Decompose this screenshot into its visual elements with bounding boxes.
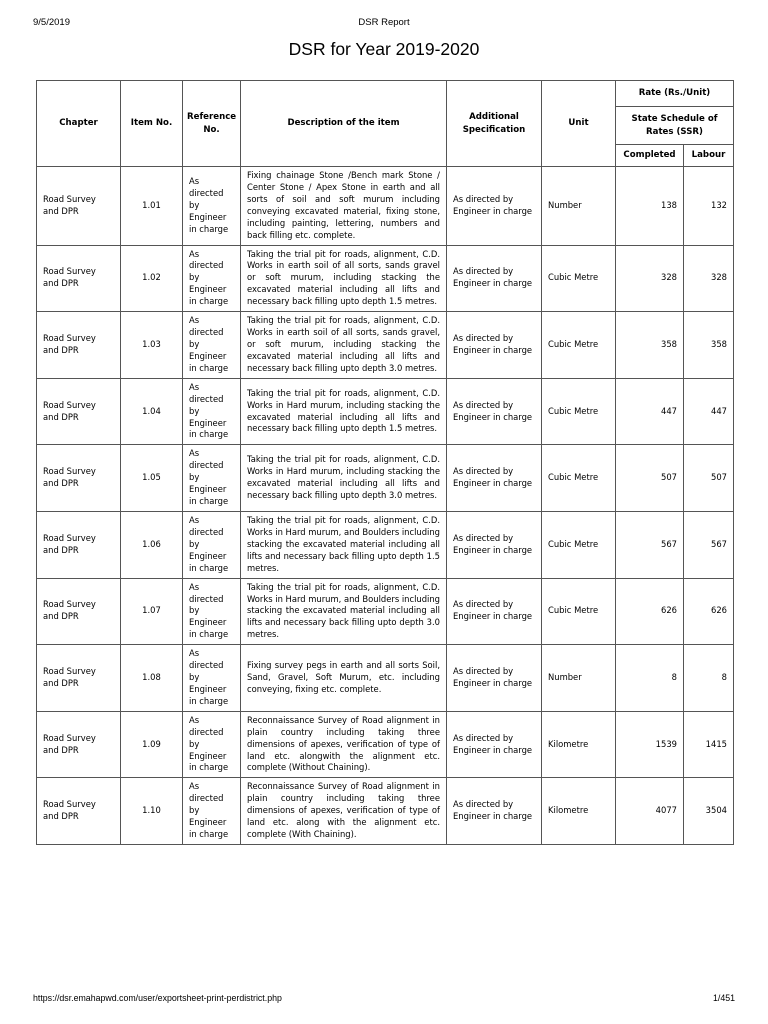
header-completed: Completed — [616, 145, 684, 167]
completed-rate-cell: 8 — [616, 645, 684, 712]
chapter-cell: Road Survey and DPR — [37, 312, 121, 379]
unit-cell: Number — [542, 645, 616, 712]
specification-cell: As directed by Engineer in charge — [447, 312, 542, 379]
labour-rate-cell: 1415 — [684, 711, 734, 778]
description-cell: Taking the trial pit for roads, alignment, C.D. Works in Hard murum, and Boulders including stacking the excavated material including all lifts and necessary back filling upto depth 3.0 metres. — [241, 578, 447, 645]
reference-cell: As directed by Engineer in charge — [183, 778, 241, 845]
chapter-cell: Road Survey and DPR — [37, 511, 121, 578]
completed-rate-cell: 4077 — [616, 778, 684, 845]
unit-cell: Kilometre — [542, 711, 616, 778]
table-row — [37, 312, 734, 379]
completed-rate-cell: 358 — [616, 312, 684, 379]
reference-cell: As directed by Engineer in charge — [183, 711, 241, 778]
header-chapter: Chapter — [37, 81, 121, 167]
chapter-cell: Road Survey and DPR — [37, 167, 121, 246]
header-description: Description of the item — [241, 81, 447, 167]
page-title: DSR for Year 2019-2020 — [288, 39, 480, 59]
print-date: 9/5/2019 — [33, 17, 70, 28]
table-row — [37, 245, 734, 312]
completed-rate-cell: 138 — [616, 167, 684, 246]
header-additional-specification: Additional Specification — [447, 81, 542, 167]
labour-rate-cell: 3504 — [684, 778, 734, 845]
reference-cell: As directed by Engineer in charge — [183, 511, 241, 578]
header-unit: Unit — [542, 81, 616, 167]
page-number: 1/451 — [712, 993, 735, 1003]
completed-rate-cell: 328 — [616, 245, 684, 312]
unit-cell: Kilometre — [542, 778, 616, 845]
item-no-cell: 1.01 — [121, 167, 183, 246]
description-cell: Taking the trial pit for roads, alignment, C.D. Works in Hard murum, including stacking the excavated material including all lifts and necessary back filling upto depth 1.5 metres. — [241, 378, 447, 445]
header-item-no: Item No. — [121, 81, 183, 167]
specification-cell: As directed by Engineer in charge — [447, 778, 542, 845]
reference-cell: As directed by Engineer in charge — [183, 167, 241, 246]
completed-rate-cell: 447 — [616, 378, 684, 445]
labour-rate-cell: 626 — [684, 578, 734, 645]
item-no-cell: 1.06 — [121, 511, 183, 578]
unit-cell: Cubic Metre — [542, 578, 616, 645]
item-no-cell: 1.05 — [121, 445, 183, 512]
description-cell: Taking the trial pit for roads, alignment, C.D. Works in Hard murum, including stacking the excavated material including all lifts and necessary back filling upto depth 3.0 metres. — [241, 445, 447, 512]
item-no-cell: 1.04 — [121, 378, 183, 445]
reference-cell: As directed by Engineer in charge — [183, 245, 241, 312]
table-row — [37, 778, 734, 845]
labour-rate-cell: 567 — [684, 511, 734, 578]
table-body — [37, 167, 734, 845]
table-row — [37, 378, 734, 445]
specification-cell: As directed by Engineer in charge — [447, 711, 542, 778]
specification-cell: As directed by Engineer in charge — [447, 645, 542, 712]
unit-cell: Number — [542, 167, 616, 246]
unit-cell: Cubic Metre — [542, 378, 616, 445]
reference-cell: As directed by Engineer in charge — [183, 578, 241, 645]
table-row — [37, 445, 734, 512]
item-no-cell: 1.10 — [121, 778, 183, 845]
item-no-cell: 1.08 — [121, 645, 183, 712]
item-no-cell: 1.02 — [121, 245, 183, 312]
reference-cell: As directed by Engineer in charge — [183, 378, 241, 445]
print-header — [33, 17, 735, 31]
description-cell: Taking the trial pit for roads, alignment, C.D. Works in earth soil of all sorts, sands gravel, or soft murum, including stacking the excavated material including all lifts and necessary back filling upto depth 3.0 metres. — [241, 312, 447, 379]
chapter-cell: Road Survey and DPR — [37, 578, 121, 645]
item-no-cell: 1.07 — [121, 578, 183, 645]
item-no-cell: 1.09 — [121, 711, 183, 778]
header-rate: Rate (Rs./Unit) — [616, 81, 734, 107]
header-reference-no: Reference No. — [183, 81, 241, 167]
description-cell: Reconnaissance Survey of Road alignment in plain country including taking three dimensions of apexes, verification of type of land etc. alongwith the alignment etc. complete (Without Chaining). — [241, 711, 447, 778]
description-cell: Fixing survey pegs in earth and all sorts Soil, Sand, Gravel, Soft Murum, etc. including conveying, fixing etc. complete. — [241, 645, 447, 712]
chapter-cell: Road Survey and DPR — [37, 711, 121, 778]
specification-cell: As directed by Engineer in charge — [447, 378, 542, 445]
labour-rate-cell: 507 — [684, 445, 734, 512]
dsr-table — [36, 80, 734, 845]
completed-rate-cell: 1539 — [616, 711, 684, 778]
description-cell: Taking the trial pit for roads, alignment, C.D. Works in Hard murum, and Boulders including stacking the excavated material including all lifts and necessary back filling upto depth 1.5 metres. — [241, 511, 447, 578]
completed-rate-cell: 507 — [616, 445, 684, 512]
completed-rate-cell: 567 — [616, 511, 684, 578]
description-cell: Taking the trial pit for roads, alignment, C.D. Works in earth soil of all sorts, sands gravel or soft murum, including stacking the excavated material including all lifts and necessary back filling upto depth 1.5 metres. — [241, 245, 447, 312]
table-row — [37, 511, 734, 578]
chapter-cell: Road Survey and DPR — [37, 245, 121, 312]
table-row — [37, 711, 734, 778]
specification-cell: As directed by Engineer in charge — [447, 167, 542, 246]
labour-rate-cell: 358 — [684, 312, 734, 379]
table-row — [37, 167, 734, 246]
item-no-cell: 1.03 — [121, 312, 183, 379]
labour-rate-cell: 447 — [684, 378, 734, 445]
print-url: https://dsr.emahapwd.com/user/exportsheet-print-perdistrict.php — [33, 993, 282, 1003]
unit-cell: Cubic Metre — [542, 312, 616, 379]
chapter-cell: Road Survey and DPR — [37, 378, 121, 445]
chapter-cell: Road Survey and DPR — [37, 778, 121, 845]
labour-rate-cell: 328 — [684, 245, 734, 312]
header-labour: Labour — [684, 145, 734, 167]
print-doc-title: DSR Report — [358, 17, 410, 28]
labour-rate-cell: 8 — [684, 645, 734, 712]
reference-cell: As directed by Engineer in charge — [183, 312, 241, 379]
specification-cell: As directed by Engineer in charge — [447, 445, 542, 512]
header-ssr: State Schedule of Rates (SSR) — [616, 107, 734, 145]
specification-cell: As directed by Engineer in charge — [447, 245, 542, 312]
description-cell: Reconnaissance Survey of Road alignment in plain country including taking three dimensions of apexes, verification of type of land etc. along with the alignment etc. complete (With Chaining). — [241, 778, 447, 845]
table-header — [37, 81, 734, 167]
unit-cell: Cubic Metre — [542, 245, 616, 312]
description-cell: Fixing chainage Stone /Bench mark Stone / Center Stone / Apex Stone in earth and all sorts of soil and soft murum including conveying excavated material, fixing stone, including painting, lettering, numbers and back filling etc. complete. — [241, 167, 447, 246]
unit-cell: Cubic Metre — [542, 445, 616, 512]
chapter-cell: Road Survey and DPR — [37, 445, 121, 512]
reference-cell: As directed by Engineer in charge — [183, 645, 241, 712]
labour-rate-cell: 132 — [684, 167, 734, 246]
table-row — [37, 645, 734, 712]
specification-cell: As directed by Engineer in charge — [447, 578, 542, 645]
unit-cell: Cubic Metre — [542, 511, 616, 578]
completed-rate-cell: 626 — [616, 578, 684, 645]
reference-cell: As directed by Engineer in charge — [183, 445, 241, 512]
specification-cell: As directed by Engineer in charge — [447, 511, 542, 578]
chapter-cell: Road Survey and DPR — [37, 645, 121, 712]
table-row — [37, 578, 734, 645]
